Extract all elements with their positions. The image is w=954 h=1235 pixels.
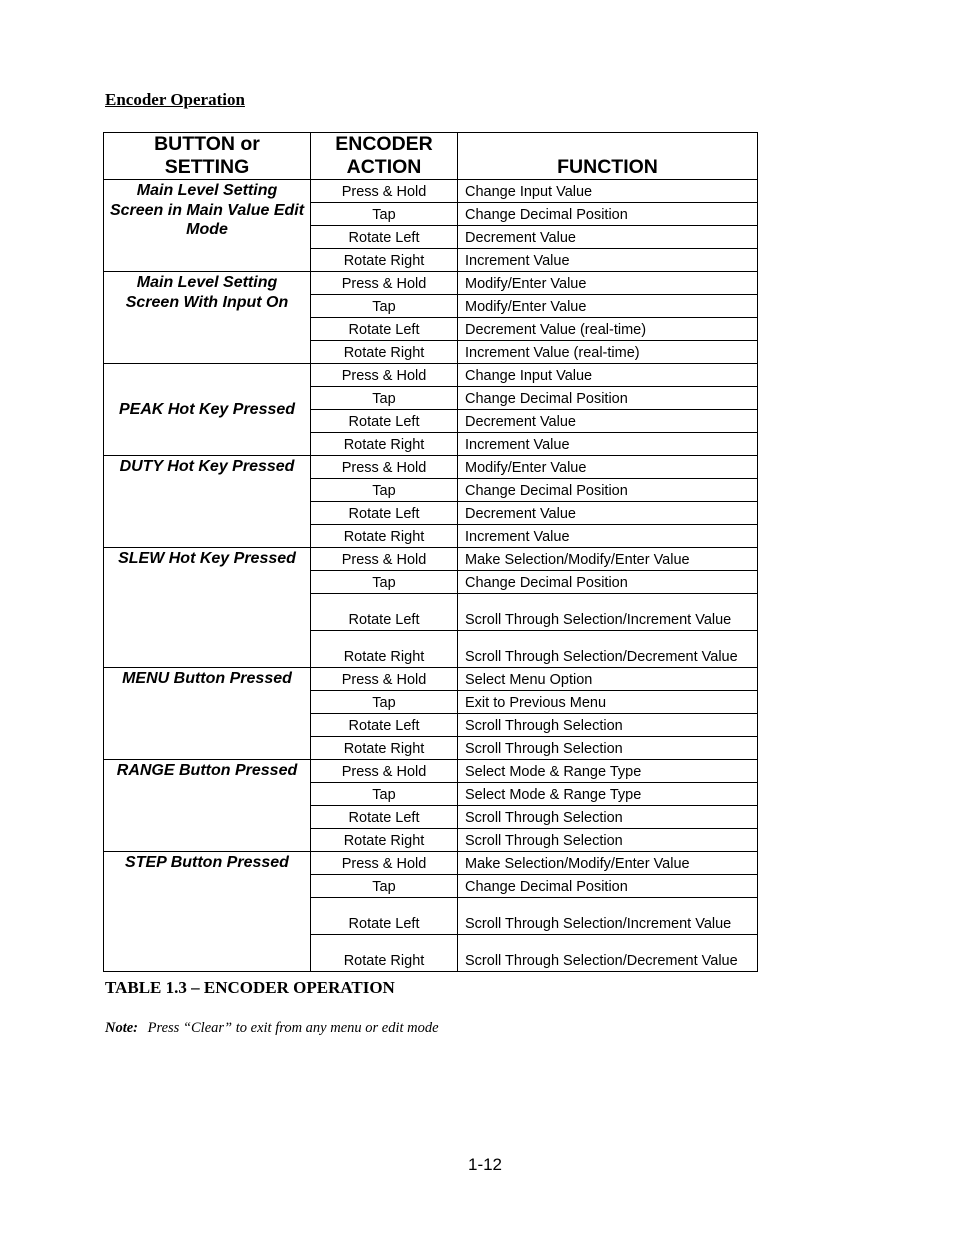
action-cell: Rotate Right — [311, 631, 458, 668]
action-cell: Rotate Left — [311, 594, 458, 631]
table-row — [104, 760, 758, 783]
function-cell: Decrement Value (real-time) — [458, 318, 758, 341]
function-cell: Increment Value — [458, 525, 758, 548]
action-cell: Rotate Left — [311, 226, 458, 249]
function-cell: Scroll Through Selection — [458, 829, 758, 852]
header-encoder-action-line1: ENCODER — [335, 133, 433, 155]
function-cell: Exit to Previous Menu — [458, 691, 758, 714]
note-label: Note: — [105, 1020, 139, 1036]
action-cell: Rotate Right — [311, 829, 458, 852]
header-button-or-setting — [104, 133, 311, 180]
action-cell: Tap — [311, 571, 458, 594]
function-cell: Change Decimal Position — [458, 571, 758, 594]
action-cell: Rotate Left — [311, 806, 458, 829]
action-cell: Press & Hold — [311, 364, 458, 387]
table-row — [104, 364, 758, 387]
action-cell: Tap — [311, 203, 458, 226]
action-cell: Tap — [311, 783, 458, 806]
table-row — [104, 272, 758, 295]
action-cell: Press & Hold — [311, 180, 458, 203]
function-cell: Scroll Through Selection — [458, 737, 758, 760]
table-row — [104, 456, 758, 479]
action-cell: Rotate Left — [311, 898, 458, 935]
function-cell: Modify/Enter Value — [458, 295, 758, 318]
function-cell: Increment Value — [458, 249, 758, 272]
action-cell: Rotate Right — [311, 935, 458, 972]
note-text: Press “Clear” to exit from any menu or edit mode — [147, 1020, 439, 1036]
action-cell: Tap — [311, 691, 458, 714]
function-cell: Select Mode & Range Type — [458, 783, 758, 806]
encoder-operation-table — [103, 132, 758, 972]
group-label: Main Level Setting Screen in Main Value Edit Mode — [104, 180, 311, 272]
header-encoder-action-line2: ACTION — [346, 156, 422, 178]
table-row — [104, 180, 758, 203]
action-cell: Press & Hold — [311, 760, 458, 783]
action-cell: Tap — [311, 479, 458, 502]
function-cell: Change Input Value — [458, 364, 758, 387]
function-cell: Scroll Through Selection/Increment Value — [458, 594, 758, 631]
action-cell: Tap — [311, 387, 458, 410]
group-label: STEP Button Pressed — [104, 852, 311, 972]
function-cell: Scroll Through Selection/Decrement Value — [458, 631, 758, 668]
function-cell: Modify/Enter Value — [458, 456, 758, 479]
group-label: PEAK Hot Key Pressed — [104, 364, 311, 456]
group-label: MENU Button Pressed — [104, 668, 311, 760]
action-cell: Rotate Right — [311, 341, 458, 364]
action-cell: Press & Hold — [311, 272, 458, 295]
header-button-or-setting-line1: BUTTON or — [154, 133, 260, 155]
group-label: DUTY Hot Key Pressed — [104, 456, 311, 548]
action-cell: Press & Hold — [311, 668, 458, 691]
action-cell: Tap — [311, 875, 458, 898]
action-cell: Press & Hold — [311, 456, 458, 479]
function-cell: Scroll Through Selection — [458, 806, 758, 829]
header-function: FUNCTION — [458, 133, 758, 180]
table-caption: TABLE 1.3 – ENCODER OPERATION — [105, 978, 395, 997]
function-cell: Scroll Through Selection/Decrement Value — [458, 935, 758, 972]
action-cell: Rotate Right — [311, 737, 458, 760]
function-cell: Scroll Through Selection — [458, 714, 758, 737]
action-cell: Rotate Right — [311, 525, 458, 548]
action-cell: Tap — [311, 295, 458, 318]
group-label: RANGE Button Pressed — [104, 760, 311, 852]
table-row — [104, 548, 758, 571]
function-cell: Make Selection/Modify/Enter Value — [458, 852, 758, 875]
action-cell: Press & Hold — [311, 548, 458, 571]
table-header-row — [104, 133, 758, 180]
function-cell: Decrement Value — [458, 226, 758, 249]
function-cell: Change Input Value — [458, 180, 758, 203]
section-heading: Encoder Operation — [105, 90, 245, 109]
group-label: Main Level Setting Screen With Input On — [104, 272, 311, 364]
table-row — [104, 852, 758, 875]
header-button-or-setting-line2: SETTING — [164, 156, 250, 178]
action-cell: Rotate Right — [311, 433, 458, 456]
note — [105, 1020, 439, 1037]
function-cell: Increment Value — [458, 433, 758, 456]
function-cell: Decrement Value — [458, 502, 758, 525]
function-cell: Increment Value (real-time) — [458, 341, 758, 364]
function-cell: Make Selection/Modify/Enter Value — [458, 548, 758, 571]
action-cell: Rotate Right — [311, 249, 458, 272]
function-cell: Select Menu Option — [458, 668, 758, 691]
group-label: SLEW Hot Key Pressed — [104, 548, 311, 668]
function-cell: Modify/Enter Value — [458, 272, 758, 295]
function-cell: Change Decimal Position — [458, 203, 758, 226]
function-cell: Decrement Value — [458, 410, 758, 433]
action-cell: Rotate Left — [311, 714, 458, 737]
table-row — [104, 668, 758, 691]
function-cell: Change Decimal Position — [458, 479, 758, 502]
action-cell: Rotate Left — [311, 502, 458, 525]
function-cell: Change Decimal Position — [458, 387, 758, 410]
function-cell: Select Mode & Range Type — [458, 760, 758, 783]
action-cell: Rotate Left — [311, 410, 458, 433]
function-cell: Change Decimal Position — [458, 875, 758, 898]
page-number: 1-12 — [467, 1155, 503, 1174]
function-cell: Scroll Through Selection/Increment Value — [458, 898, 758, 935]
action-cell: Press & Hold — [311, 852, 458, 875]
header-encoder-action — [311, 133, 458, 180]
action-cell: Rotate Left — [311, 318, 458, 341]
